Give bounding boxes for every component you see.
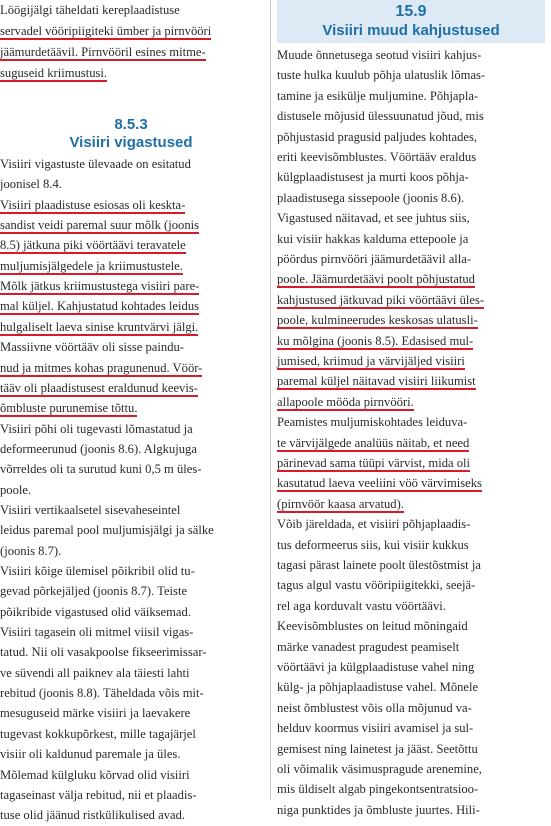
text-line (277, 412, 467, 433)
text-line (277, 249, 471, 270)
text-line (277, 698, 472, 719)
line-text: distusele mõjusid ülessuunatud jõud, mis (277, 109, 484, 124)
line-text: Massiivne vöörtääv oli sisse paindu- (0, 340, 184, 355)
line-text: Keevisõmblustes on leitud mõningaid (277, 619, 468, 634)
text-line (0, 419, 193, 440)
text-line (277, 310, 478, 331)
line-text: Mõlemad külgluku kõrvad olid visiiri (0, 767, 190, 782)
highlighted-text: kasutatud laeva veeliini vöö värvimiseks (277, 476, 482, 491)
line-text: visiir oli kaldunud paremale ja üles. (0, 747, 181, 762)
highlighted-text: 8.5) jätkuna piki vöörtäävi teravatele (0, 238, 186, 253)
highlighted-text: nud ja mitmes kohas pragunenud. Vöör- (0, 360, 203, 375)
line-text: mesuguseid märke visiiri ja laevakere (0, 706, 191, 721)
line-text: külg- ja põhjaplaadistuse vahel. Mõnele (277, 680, 479, 695)
text-line (0, 785, 197, 806)
text-line (277, 188, 464, 209)
line-text: mis üldiselt algab pingekontsentratsioo- (277, 782, 479, 797)
text-line (277, 494, 404, 515)
text-line (0, 317, 198, 338)
line-text: tuse olid jäänud ristkülikulised avad. (0, 808, 186, 823)
line-text: tugevast kokkupõrkest, mille tagajärjel (0, 726, 196, 741)
text-line (277, 657, 474, 678)
text-line (0, 358, 202, 379)
text-line (0, 0, 180, 21)
line-text: märke vanadest pragudest peamiselt (277, 639, 460, 654)
line-text: gemisest ning lainetest ja jääst. Seetõttu (277, 741, 478, 756)
line-text: Visiiri kõige ülemisel põikribil olid tu- (0, 564, 195, 578)
line-text: kui visiir hakkas kalduma ettepoole ja (277, 231, 469, 246)
highlighted-text: jäämurdetäävil. Pirnvööril esines mitme- (0, 45, 206, 59)
text-line (0, 296, 199, 317)
line-text: deformeerunud (joonis 8.6). Algkujuga (0, 441, 197, 456)
highlighted-text: allapoole mööda pirnvööri. (277, 394, 414, 409)
highlighted-text: muljumisjälgedele ja kriimustustele. (0, 258, 183, 273)
highlighted-text: sandist veidi paremal suur mõlk (joonis (0, 218, 200, 233)
text-line (0, 703, 190, 724)
highlighted-text: poole, kulmineerudes keskosas ulatusli- (277, 313, 478, 328)
text-line (277, 514, 470, 535)
highlighted-text: pärinevad sama tüüpi värvist, mida oli (277, 456, 471, 470)
left-section-number: 8.5.3 (114, 116, 148, 133)
text-line (277, 555, 481, 576)
text-line (277, 800, 480, 821)
line-text: Võib järeldada, et visiiri põhjaplaadis- (277, 517, 471, 532)
text-line (277, 290, 484, 311)
text-line (277, 331, 473, 352)
text-line (0, 256, 183, 277)
line-text: tuste hulka kuulub põhja ulatuslik lõmas- (277, 68, 486, 83)
left-section-title: Visiiri vigastused (69, 134, 193, 151)
text-line (277, 596, 446, 617)
line-text: leidus paremal pool muljumisjälgi ja sälke (0, 523, 214, 538)
line-text: rebitud (joonis 8.8). Täheldada võis mit- (0, 686, 204, 701)
line-text: Peamistes muljumiskohtades leiduva- (277, 415, 468, 430)
line-text: poole. (0, 482, 32, 497)
text-line (277, 229, 468, 250)
text-line (0, 398, 137, 419)
text-line (277, 269, 475, 290)
text-line (277, 167, 469, 188)
text-line (0, 663, 190, 684)
text-line (277, 677, 478, 698)
text-line (0, 235, 186, 256)
text-line (0, 276, 199, 297)
line-text: Visiiri põhi oli tugevasti lõmastatud ja (0, 421, 193, 436)
highlighted-text: suguseid kriimustusi. (0, 66, 108, 80)
text-line (0, 683, 204, 704)
line-text: Visiiri tagasein oli mitmel viisil vigas- (0, 625, 194, 640)
line-text: Visiiri vertikaalsetel sisevaheseintel (0, 502, 181, 517)
text-line (0, 622, 193, 643)
line-text: võrreldes oli ta surutud kuni 0,5 m üles- (0, 462, 202, 477)
line-text: põikribide vigastused olid väiksemad. (0, 604, 191, 619)
highlighted-text: kahjustused jätkuvad piki vöörtäävi üles- (277, 292, 485, 307)
line-text: oli võimalik väsimuspragude arenemine, (277, 762, 482, 776)
highlighted-text: poole. Jäämurdetäävi poolt põhjustatud (277, 272, 475, 287)
text-line (277, 208, 470, 229)
right-section-number: 15.9 (395, 3, 427, 20)
highlighted-text: Mõlk jätkus kriimustustega visiiri pare- (0, 279, 200, 294)
line-text: tagaseinast välja rebitud, nii et plaadis- (0, 787, 197, 802)
text-line (277, 147, 476, 168)
text-line (0, 154, 191, 175)
text-line (277, 433, 469, 454)
highlighted-text: jumised, kriimud ja värvijäljed visiiri (277, 354, 465, 368)
text-line (277, 473, 482, 494)
text-line (0, 581, 187, 602)
text-line (277, 453, 470, 474)
highlighted-text: hulgaliselt laeva sinise kruntvärvi jälgi. (0, 319, 199, 334)
line-text: eriti keevisõmblustes. Vöörtääv eraldus (277, 150, 477, 164)
line-text: pöördus pirnvööri jäämurdetäävil alla- (277, 252, 472, 266)
line-text: ve süvendi all paiknev ala täiesti lahti (0, 665, 190, 680)
text-line (277, 759, 482, 780)
text-line (0, 602, 191, 623)
text-line (277, 351, 465, 372)
highlighted-text: mal küljel. Kahjustatud kohtades leidus (0, 299, 200, 314)
text-line (0, 744, 180, 765)
line-text: Löögijälgi täheldati kereplaadistuse (0, 3, 180, 17)
line-text: helduv koormus visiiri avamisel ja sul- (277, 721, 474, 736)
highlighted-text: (pirnvöör kaasa arvatud). (277, 496, 404, 511)
highlighted-text: ku mõlgina (joonis 8.5). Edasised mul- (277, 333, 474, 348)
text-line (0, 724, 196, 745)
text-line (277, 86, 478, 107)
text-line (277, 739, 478, 760)
text-line (0, 215, 199, 236)
text-line (277, 637, 459, 658)
line-text: Vigastused näitavad, et see juhtus siis, (277, 211, 470, 226)
column-divider (270, 0, 271, 800)
highlighted-text: paremal küljel näitavad visiiri liikumist (277, 374, 476, 389)
highlighted-text: te värvijälgede analüüs näitab, et need (277, 435, 470, 450)
highlighted-text: õmbluste purunemise tõttu. (0, 401, 138, 416)
text-line (0, 174, 62, 195)
line-text: tus deformeerus siis, kui visiir kukkus (277, 537, 469, 552)
highlighted-text: tääv oli plaadistusest eraldunud keevis- (0, 380, 198, 395)
text-line (277, 106, 484, 127)
line-text: (joonis 8.7). (0, 543, 62, 558)
text-line (0, 805, 185, 826)
text-line (0, 480, 31, 501)
text-line (277, 65, 485, 86)
line-text: vöörtäävi ja külgplaadistuse vahel ning (277, 660, 475, 674)
text-line (277, 616, 468, 637)
line-text: Muude õnnetusega seotud visiiri kahjus- (277, 48, 482, 62)
line-text: põhjustasid pragusid paljudes kohtades, (277, 129, 478, 144)
text-line (277, 127, 477, 148)
text-line (0, 439, 197, 460)
line-text: tamine ja esikülje muljumine. Põhjapla- (277, 88, 479, 103)
text-line (277, 779, 478, 800)
line-text: joonisel 8.4. (0, 177, 62, 192)
highlighted-text: servadel vööripiigiteki ümber ja pirnvööri (0, 24, 212, 38)
line-text: tagasi pärast lainete poolt ülestõstmist ja (277, 558, 481, 572)
text-line (277, 371, 476, 392)
text-line (0, 500, 180, 521)
line-text: tagus algul vastu vööripiigitekki, seejä- (277, 578, 476, 593)
line-text: plaadistusega sissepoole (joonis 8.6). (277, 190, 465, 205)
text-line (0, 459, 201, 480)
text-line (0, 561, 195, 582)
text-line (0, 378, 198, 399)
text-line (0, 337, 184, 358)
highlighted-text: Visiiri plaadistuse esiosas oli keskta- (0, 197, 186, 212)
text-line (0, 520, 214, 541)
text-line (0, 765, 190, 786)
line-text: tatud. Nii oli vasakpoolse fikseerimissar- (0, 645, 207, 660)
text-line (277, 45, 481, 66)
text-line (0, 195, 185, 216)
text-line (0, 541, 61, 562)
line-text: neist õmblustest võis olla mõjunud va- (277, 700, 472, 715)
line-text: külgplaadistusest ja murti koos põhja- (277, 170, 469, 185)
text-line (277, 392, 414, 413)
line-text: rel aga korduvalt vastu vöörtäävi. (277, 598, 446, 613)
text-line (0, 42, 206, 63)
text-line (0, 63, 107, 84)
line-text: niga punktides ja õmbluste juurtes. Hili- (277, 802, 480, 817)
text-line (277, 535, 469, 556)
text-line (0, 21, 211, 42)
text-line (0, 642, 206, 663)
right-section-title: Visiiri muud kahjustused (322, 22, 500, 39)
line-text: Visiiri vigastuste ülevaade on esitatud (0, 157, 191, 171)
text-line (277, 575, 475, 596)
line-text: gevad põrkejäljed (joonis 8.7). Teiste (0, 584, 188, 599)
text-line (277, 718, 473, 739)
